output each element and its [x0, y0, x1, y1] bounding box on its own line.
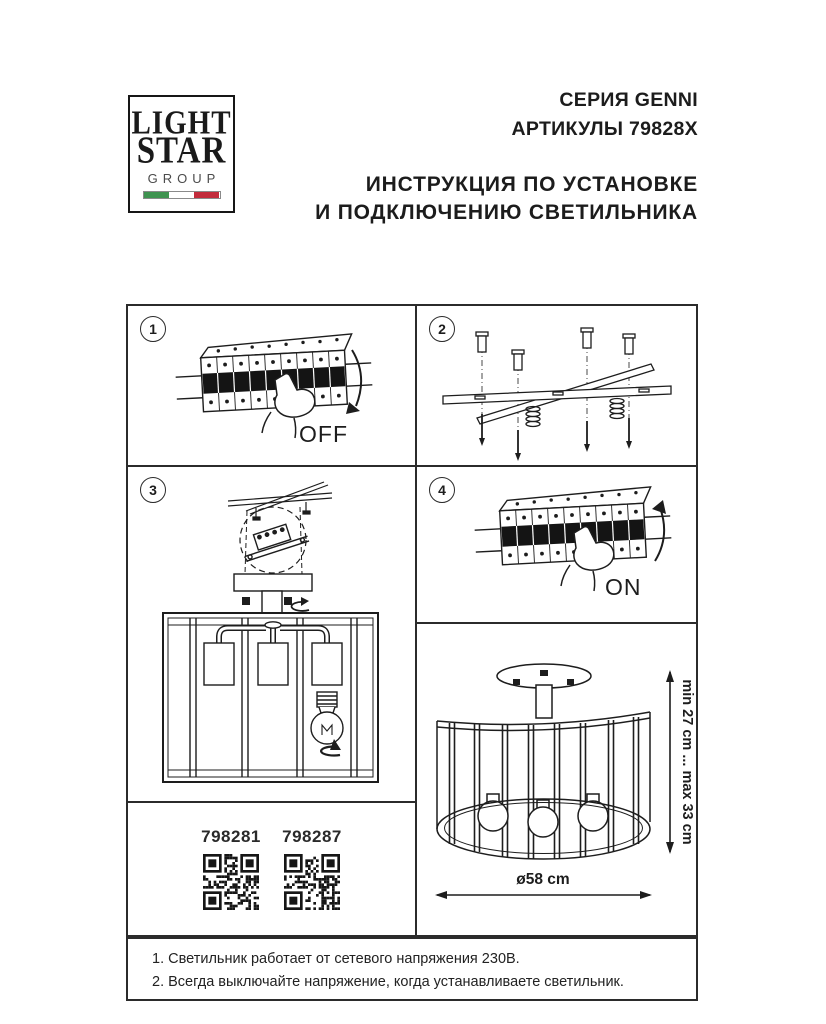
- header-title-block: [315, 86, 698, 227]
- height-range-label: min 27 cm ... max 33 cm: [679, 679, 695, 845]
- breaker-off-diagram: [128, 306, 415, 465]
- height-dimension: [666, 670, 695, 854]
- step-4-panel: [417, 467, 696, 622]
- step-2-number: 2: [429, 316, 455, 342]
- rotate-arrow-icon: [291, 597, 309, 611]
- series-title: СЕРИЯ GENNI: [559, 89, 698, 111]
- article-left-block: [197, 827, 265, 910]
- instruction-title-line1: ИНСТРУКЦИЯ ПО УСТАНОВКЕ: [365, 173, 698, 196]
- dimensions-panel: [417, 624, 696, 935]
- article-number-left: 798281: [201, 827, 261, 846]
- arrow-up-icon: [652, 500, 666, 561]
- qr-code-left: [203, 854, 259, 910]
- logo-star-text: STAR: [136, 129, 227, 172]
- step-3-number: 3: [140, 477, 166, 503]
- instruction-title-line2: И ПОДКЛЮЧЕНИЮ СВЕТИЛЬНИКА: [315, 201, 698, 224]
- mounting-brackets-diagram: [417, 306, 696, 465]
- fixture-assembly-diagram: [128, 467, 415, 801]
- off-label: OFF: [299, 421, 348, 447]
- diameter-label: ø58 cm: [516, 871, 570, 888]
- logo-group-text: GROUP: [147, 170, 221, 186]
- article-right-block: [278, 827, 346, 910]
- articles-title: АРТИКУЛЫ 79828X: [511, 118, 698, 140]
- note-line-1: 1. Светильник работает от сетевого напряжения 230В.: [152, 951, 520, 967]
- step-2-panel: [417, 306, 696, 465]
- steps-grid: [126, 304, 698, 937]
- fixture-dimensions-diagram: [417, 624, 696, 935]
- step-1-number: 1: [140, 316, 166, 342]
- note-line-2: 2. Всегда выключайте напряжение, когда устанавливаете светильник.: [152, 974, 624, 990]
- breaker-on-diagram: [417, 467, 696, 622]
- italian-flag-bar: [143, 191, 221, 199]
- articles-panel: [128, 803, 415, 935]
- lightstar-logo: [128, 95, 235, 213]
- arrow-down-icon: [346, 350, 361, 414]
- article-number-right: 798287: [282, 827, 342, 846]
- qr-code-right: [284, 854, 340, 910]
- step-3-panel: [128, 467, 415, 801]
- on-label: ON: [605, 574, 642, 600]
- light-bulb-icon: [311, 692, 343, 744]
- step-1-panel: [128, 306, 415, 465]
- step-4-number: 4: [429, 477, 455, 503]
- diameter-dimension: [435, 871, 652, 899]
- safety-notes: [126, 937, 698, 1001]
- bulbs-inside-drum: [478, 794, 608, 837]
- logo-light-text: LIGHT: [131, 104, 232, 141]
